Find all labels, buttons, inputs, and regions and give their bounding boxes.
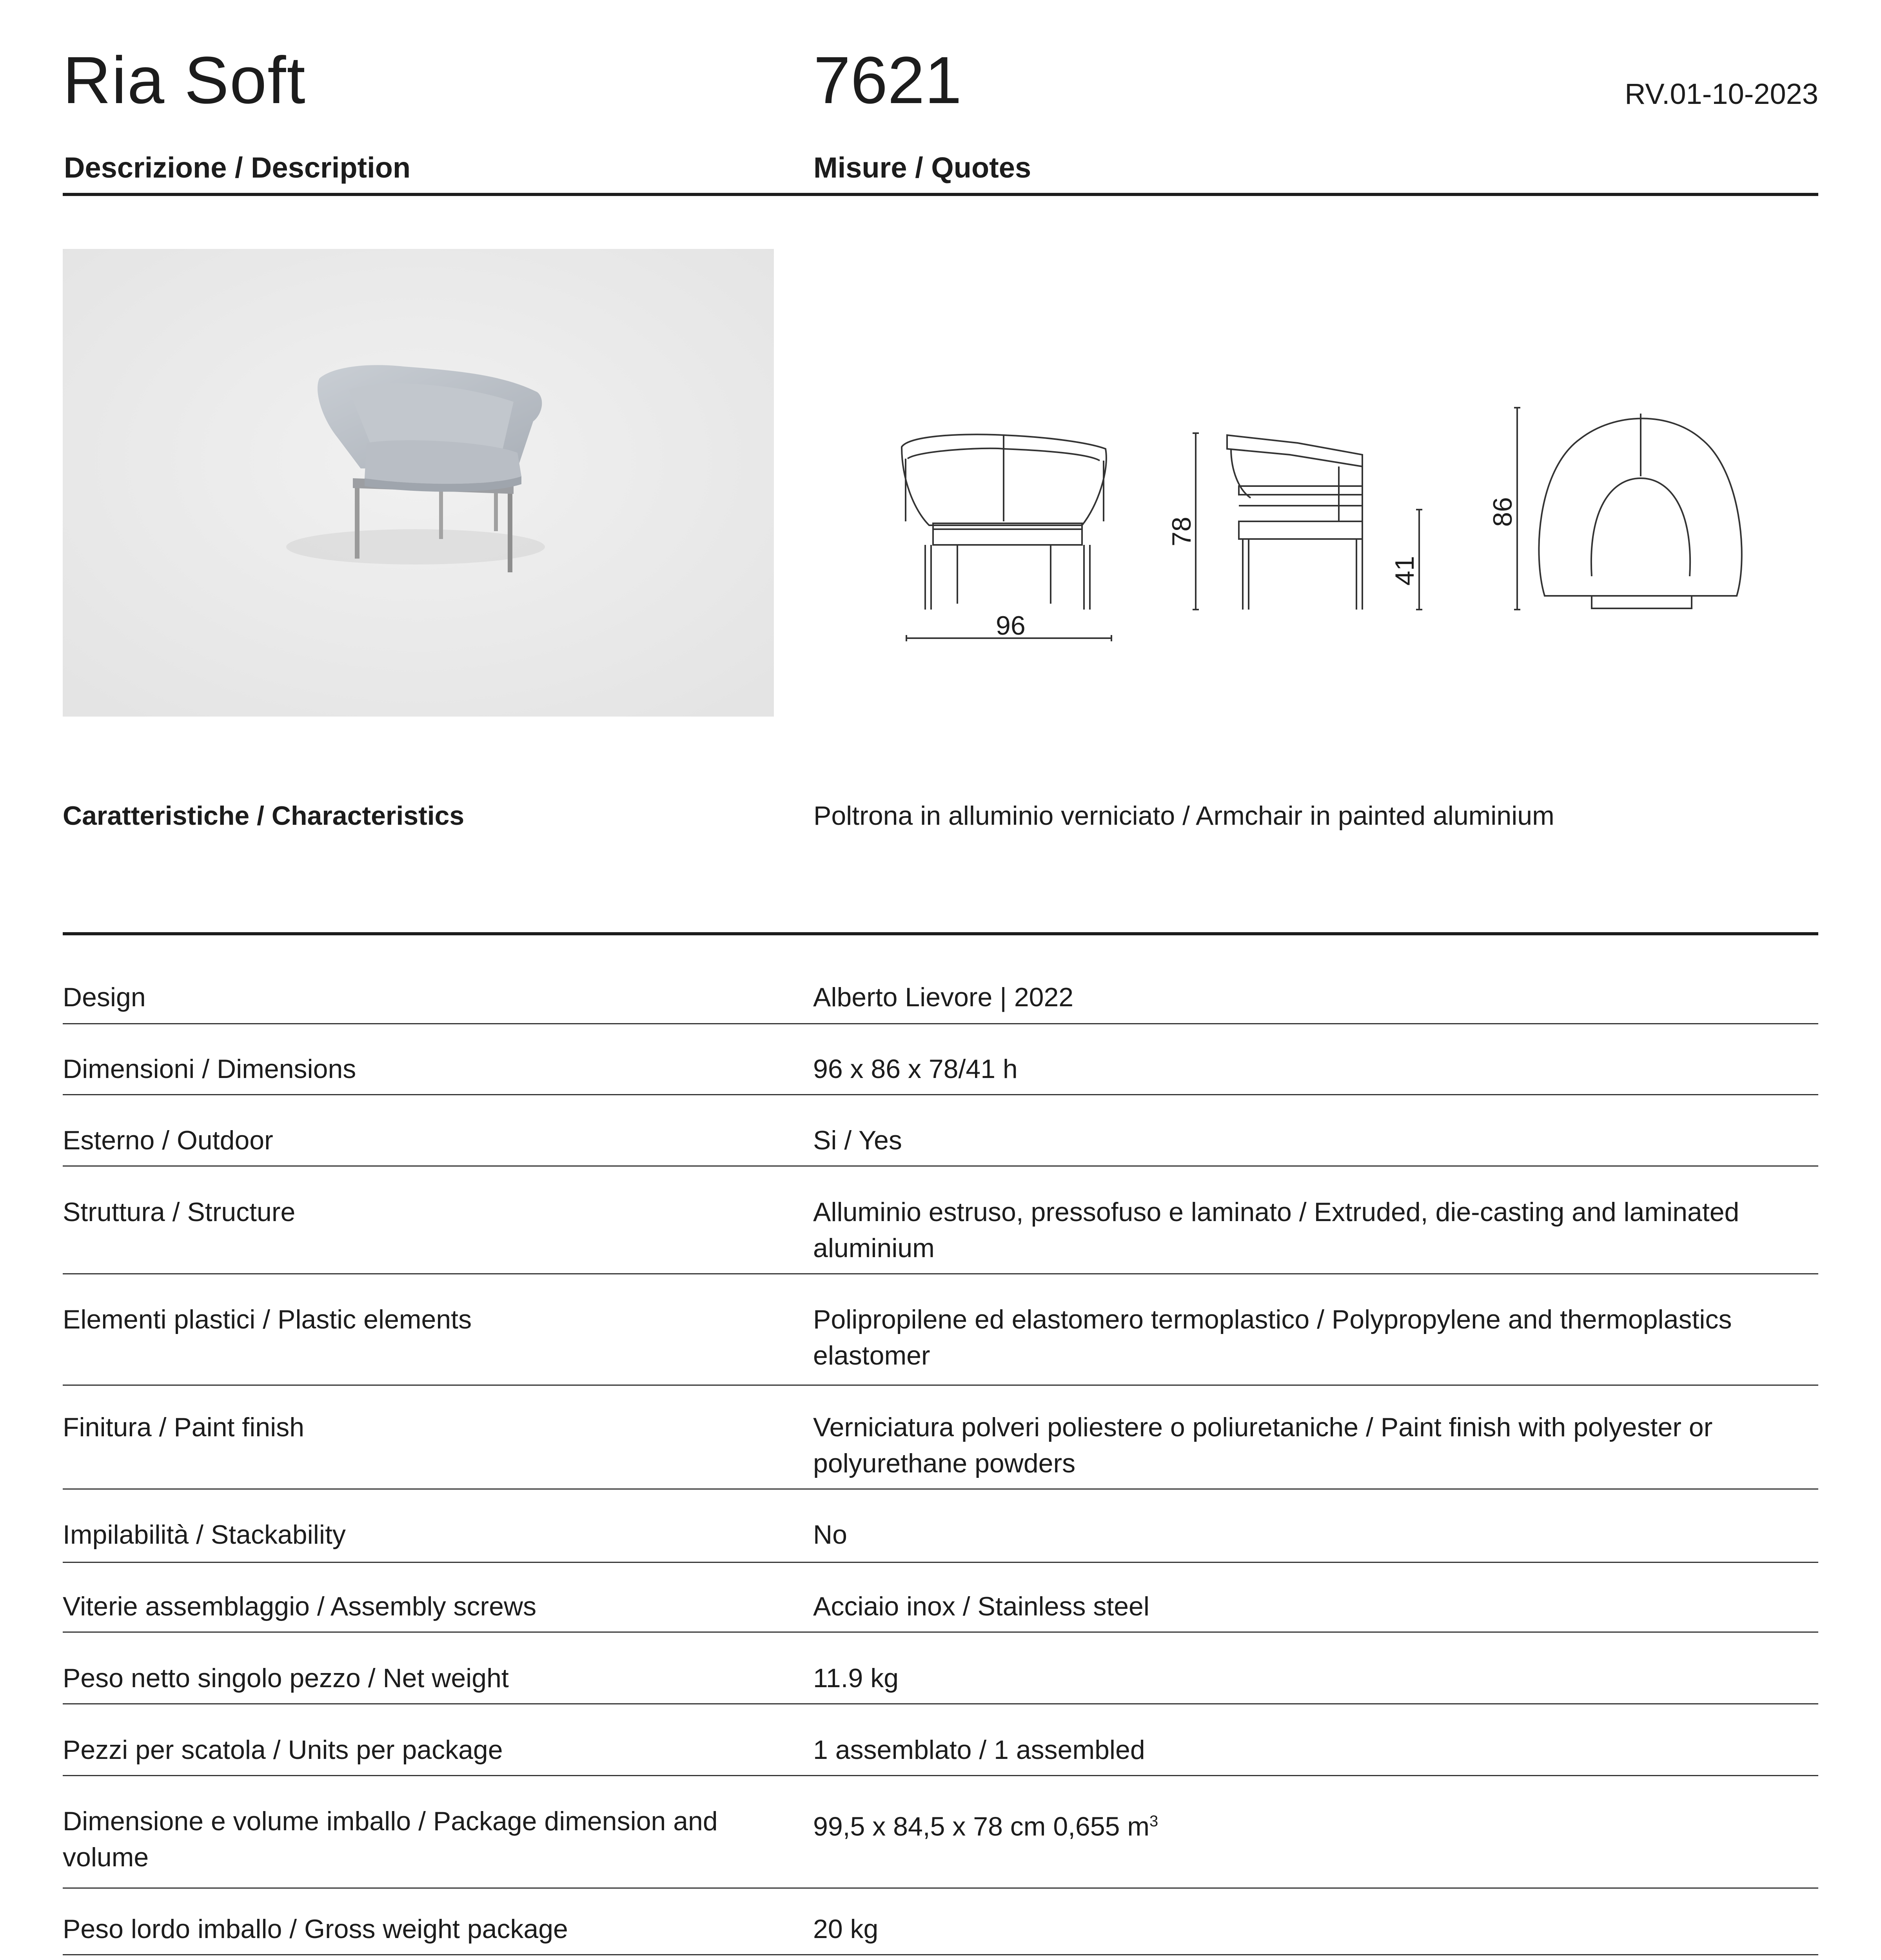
specs-divider bbox=[63, 932, 1818, 935]
product-name: Ria Soft bbox=[63, 43, 306, 118]
spec-key: Design bbox=[63, 982, 146, 1012]
spec-value: Si / Yes bbox=[813, 1125, 902, 1155]
top-view bbox=[1514, 408, 1742, 610]
spec-key: Struttura / Structure bbox=[63, 1197, 296, 1227]
header-divider bbox=[63, 193, 1818, 196]
dim-depth-label: 86 bbox=[1487, 497, 1518, 527]
spec-key: Viterie assemblaggio / Assembly screws bbox=[63, 1592, 537, 1621]
spec-key: Esterno / Outdoor bbox=[63, 1125, 273, 1155]
section-description-heading: Descrizione / Description bbox=[64, 151, 411, 184]
spec-value: Alberto Lievore | 2022 bbox=[813, 982, 1074, 1012]
product-code: 7621 bbox=[813, 43, 962, 118]
armchair-image bbox=[63, 249, 774, 717]
spec-value: 99,5 x 84,5 x 78 cm 0,655 $m^3$ bbox=[813, 1811, 1158, 1842]
spec-key: Dimensione e volume imballo / Package dimension and volume bbox=[63, 1806, 718, 1872]
superscript-cubed: 3 bbox=[1149, 1813, 1158, 1830]
spec-key: Elementi plastici / Plastic elements bbox=[63, 1305, 472, 1334]
spec-value: 1 assemblato / 1 assembled bbox=[813, 1735, 1145, 1765]
section-dimensions-heading: Misure / Quotes bbox=[813, 151, 1031, 184]
revision-label: RV.01-10-2023 bbox=[1625, 78, 1818, 110]
spec-key: Peso lordo imballo / Gross weight package bbox=[63, 1914, 568, 1944]
spec-key: Peso netto singolo pezzo / Net weight bbox=[63, 1663, 509, 1693]
spec-value: Alluminio estruso, pressofuso e laminato / Extruded, die-casting and laminated aluminium bbox=[813, 1197, 1739, 1263]
spec-value: Acciaio inox / Stainless steel bbox=[813, 1592, 1149, 1621]
spec-key: Dimensioni / Dimensions bbox=[63, 1054, 356, 1084]
spec-value: 96 x 86 x 78/41 h bbox=[813, 1054, 1018, 1084]
spec-key: Pezzi per scatola / Units per package bbox=[63, 1735, 503, 1765]
spec-value: Polipropilene ed elastomero termoplastico / Polypropylene and thermoplastics elastomer bbox=[813, 1305, 1732, 1370]
technical-drawing bbox=[886, 392, 1748, 666]
characteristics-label: Caratteristiche / Characteristics bbox=[63, 801, 465, 831]
dim-width-label: 96 bbox=[996, 611, 1026, 641]
spec-key: Impilabilità / Stackability bbox=[63, 1520, 346, 1550]
spec-value: 11.9 kg bbox=[813, 1663, 899, 1693]
product-photo bbox=[63, 249, 774, 717]
spec-key: Finitura / Paint finish bbox=[63, 1412, 305, 1442]
dim-seat-height-label: 41 bbox=[1389, 556, 1420, 586]
dim-height-label: 78 bbox=[1166, 517, 1197, 546]
spec-value: No bbox=[813, 1520, 847, 1550]
spec-value: Verniciatura polveri poliestere o poliuretaniche / Paint finish with polyester or polyurethane powders bbox=[813, 1412, 1713, 1478]
characteristics-value: Poltrona in alluminio verniciato / Armchair in painted aluminium bbox=[813, 801, 1554, 831]
spec-value: 20 kg bbox=[813, 1914, 879, 1944]
